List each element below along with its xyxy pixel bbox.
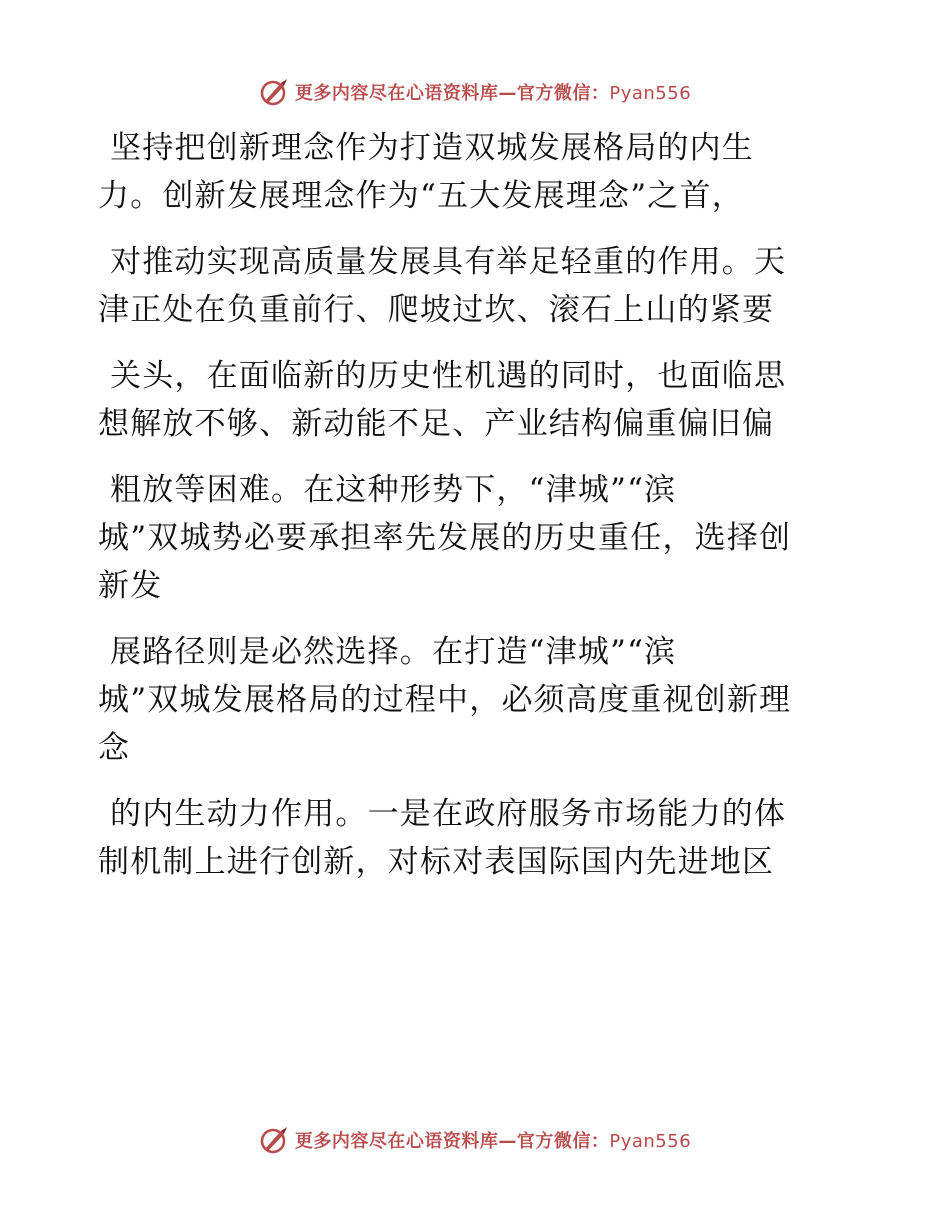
watermark-text [295, 1127, 691, 1153]
text-line: 粗放等困难。在这种形势下，“津城”“滨 [110, 472, 677, 508]
watermark-text [295, 79, 691, 105]
paragraph [98, 238, 858, 334]
text-line: 的内生动力作用。一是在政府服务市场能力的体 [110, 796, 787, 832]
watermark-handle: Pyan556 [609, 1131, 692, 1152]
footer-watermark [0, 1120, 950, 1160]
watermark-site-text: 更多内容尽在心语资料库—官方微信： [294, 1131, 610, 1152]
watermark-site-text: 更多内容尽在心语资料库—官方微信： [294, 83, 610, 104]
text-line: 津正处在负重前行、爬坡过坎、滚石上山的紧要 [98, 292, 775, 328]
paragraph [98, 628, 858, 772]
quill-pen-in-circle-icon [259, 77, 289, 107]
text-line: 坚持把创新理念作为打造双城发展格局的内生 [110, 130, 754, 166]
paragraph [98, 466, 858, 610]
document-body [98, 124, 858, 904]
paragraph [98, 124, 858, 220]
header-watermark [0, 72, 950, 112]
text-line: 新发 [98, 568, 163, 604]
text-line: 对推动实现高质量发展具有举足轻重的作用。天 [110, 244, 787, 280]
text-line: 念 [98, 730, 131, 766]
text-line: 城”双城发展格局的过程中，必须高度重视创新理 [98, 682, 792, 718]
quill-pen-in-circle-icon [259, 1125, 289, 1155]
text-line: 展路径则是必然选择。在打造“津城”“滨 [110, 634, 677, 670]
text-line: 制机制上进行创新，对标对表国际国内先进地区 [98, 844, 775, 880]
text-line: 城”双城势必要承担率先发展的历史重任，选择创 [98, 520, 792, 556]
text-line: 想解放不够、新动能不足、产业结构偏重偏旧偏 [98, 406, 775, 442]
text-line: 关头，在面临新的历史性机遇的同时，也面临思 [110, 358, 787, 394]
paragraph [98, 790, 858, 886]
paragraph [98, 352, 858, 448]
text-line: 力。创新发展理念作为“五大发展理念”之首， [98, 178, 744, 214]
watermark-handle: Pyan556 [609, 83, 692, 104]
